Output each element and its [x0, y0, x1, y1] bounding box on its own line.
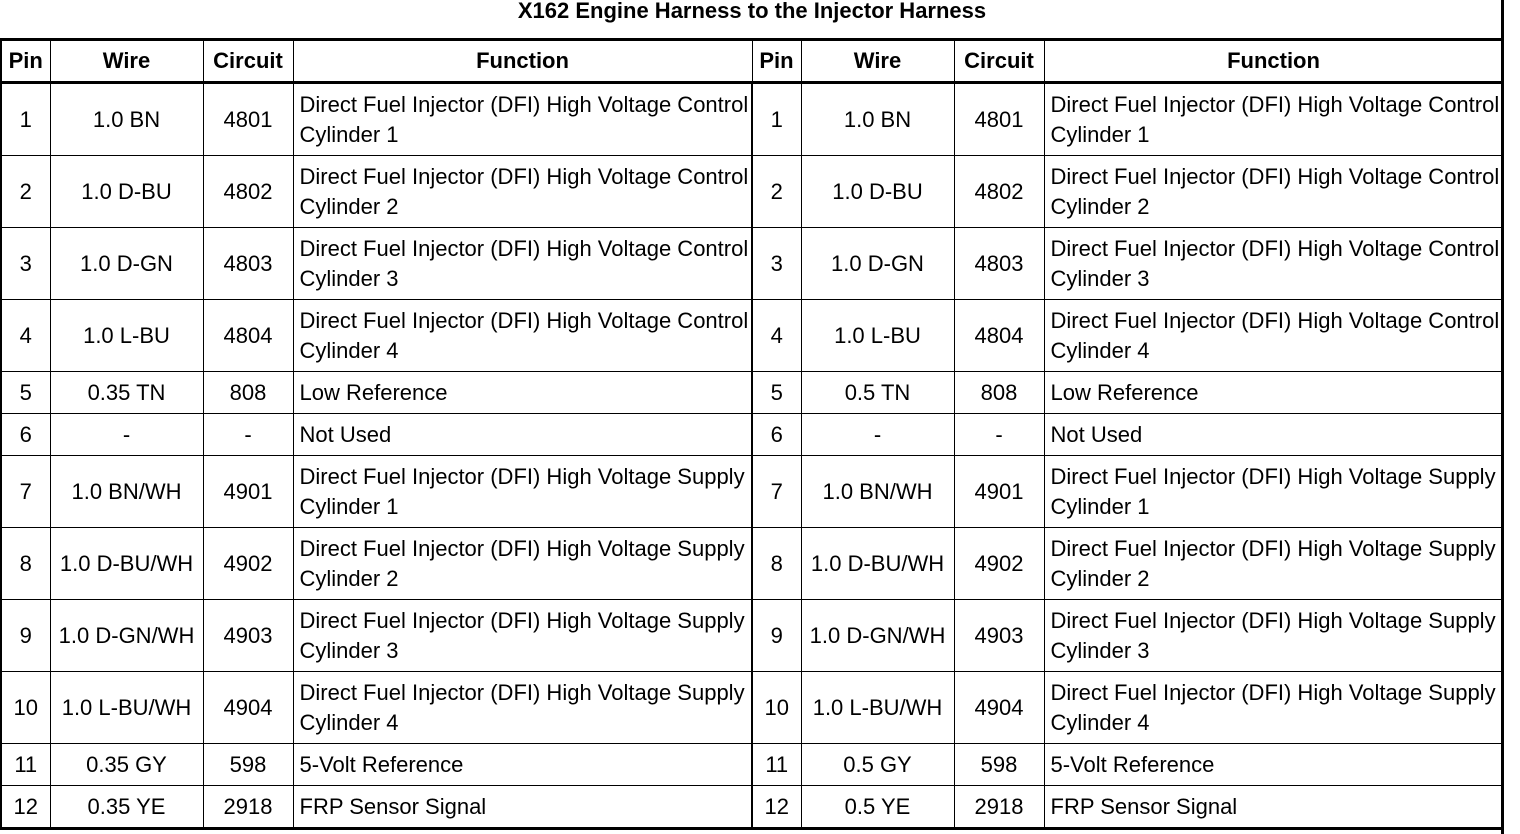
table-row	[1, 672, 1503, 744]
function-cell: Direct Fuel Injector (DFI) High Voltage Supply Cylinder 4	[1044, 672, 1503, 744]
wire-cell: 1.0 BN	[801, 83, 954, 156]
pin-cell: 12	[752, 786, 801, 829]
function-cell: FRP Sensor Signal	[293, 786, 752, 829]
function-cell: FRP Sensor Signal	[1044, 786, 1503, 829]
pin-cell: 7	[1, 456, 50, 528]
pin-cell: 2	[1, 156, 50, 228]
circuit-cell: 4901	[203, 456, 293, 528]
circuit-cell: 4903	[203, 600, 293, 672]
pin-cell: 11	[1, 744, 50, 786]
pin-cell: 10	[752, 672, 801, 744]
circuit-cell: 4902	[954, 528, 1044, 600]
table-row	[1, 456, 1503, 528]
header-function: Function	[1044, 40, 1503, 83]
function-cell: Direct Fuel Injector (DFI) High Voltage Control Cylinder 4	[1044, 300, 1503, 372]
pin-cell: 7	[752, 456, 801, 528]
wire-cell: 0.5 GY	[801, 744, 954, 786]
pin-cell: 8	[752, 528, 801, 600]
wire-cell: 0.35 GY	[50, 744, 203, 786]
table-row	[1, 156, 1503, 228]
pin-cell: 4	[752, 300, 801, 372]
wire-cell: 0.5 YE	[801, 786, 954, 829]
circuit-cell: 808	[954, 372, 1044, 414]
pin-cell: 9	[1, 600, 50, 672]
pin-cell: 2	[752, 156, 801, 228]
pin-cell: 3	[1, 228, 50, 300]
circuit-cell: 2918	[954, 786, 1044, 829]
function-cell: Not Used	[1044, 414, 1503, 456]
pin-cell: 5	[1, 372, 50, 414]
circuit-cell: 4803	[954, 228, 1044, 300]
wire-cell: 1.0 D-BU	[801, 156, 954, 228]
function-cell: Direct Fuel Injector (DFI) High Voltage Control Cylinder 3	[293, 228, 752, 300]
circuit-cell: 808	[203, 372, 293, 414]
pin-cell: 1	[1, 83, 50, 156]
wire-cell: 0.5 TN	[801, 372, 954, 414]
pinout-table	[0, 38, 1504, 830]
pin-cell: 6	[1, 414, 50, 456]
wire-cell: 1.0 D-GN	[801, 228, 954, 300]
table-row	[1, 744, 1503, 786]
table-row	[1, 228, 1503, 300]
wire-cell: 1.0 L-BU/WH	[801, 672, 954, 744]
function-cell: Direct Fuel Injector (DFI) High Voltage Control Cylinder 2	[1044, 156, 1503, 228]
wire-cell: -	[50, 414, 203, 456]
function-cell: Direct Fuel Injector (DFI) High Voltage Supply Cylinder 2	[1044, 528, 1503, 600]
header-wire: Wire	[50, 40, 203, 83]
wire-cell: 1.0 BN	[50, 83, 203, 156]
circuit-cell: 4904	[203, 672, 293, 744]
header-circuit: Circuit	[203, 40, 293, 83]
header-circuit: Circuit	[954, 40, 1044, 83]
circuit-cell: 598	[954, 744, 1044, 786]
function-cell: Direct Fuel Injector (DFI) High Voltage Supply Cylinder 3	[1044, 600, 1503, 672]
function-cell: Direct Fuel Injector (DFI) High Voltage Control Cylinder 4	[293, 300, 752, 372]
circuit-cell: 4802	[203, 156, 293, 228]
function-cell: Direct Fuel Injector (DFI) High Voltage Supply Cylinder 1	[293, 456, 752, 528]
circuit-cell: 4904	[954, 672, 1044, 744]
circuit-cell: 4901	[954, 456, 1044, 528]
function-cell: Direct Fuel Injector (DFI) High Voltage Control Cylinder 3	[1044, 228, 1503, 300]
wire-cell: 1.0 D-BU/WH	[801, 528, 954, 600]
pin-cell: 1	[752, 83, 801, 156]
wire-cell: 1.0 D-GN/WH	[801, 600, 954, 672]
circuit-cell: -	[954, 414, 1044, 456]
pin-cell: 10	[1, 672, 50, 744]
pin-cell: 6	[752, 414, 801, 456]
wire-cell: 1.0 D-BU/WH	[50, 528, 203, 600]
circuit-cell: 4802	[954, 156, 1044, 228]
circuit-cell: 4804	[203, 300, 293, 372]
wire-cell: -	[801, 414, 954, 456]
circuit-cell: 4903	[954, 600, 1044, 672]
function-cell: 5-Volt Reference	[1044, 744, 1503, 786]
wire-cell: 1.0 D-GN	[50, 228, 203, 300]
page-title: X162 Engine Harness to the Injector Harness	[517, 0, 987, 23]
wire-cell: 1.0 L-BU	[801, 300, 954, 372]
table-body	[1, 83, 1503, 829]
wire-cell: 0.35 TN	[50, 372, 203, 414]
wire-cell: 1.0 L-BU	[50, 300, 203, 372]
circuit-cell: 598	[203, 744, 293, 786]
header-function: Function	[293, 40, 752, 83]
table-row	[1, 300, 1503, 372]
circuit-cell: 4803	[203, 228, 293, 300]
header-pin: Pin	[752, 40, 801, 83]
pin-cell: 3	[752, 228, 801, 300]
pin-cell: 9	[752, 600, 801, 672]
table-row	[1, 83, 1503, 156]
wire-cell: 1.0 D-BU	[50, 156, 203, 228]
table-row	[1, 600, 1503, 672]
wire-cell: 1.0 L-BU/WH	[50, 672, 203, 744]
table-header-row	[1, 40, 1503, 83]
function-cell: Not Used	[293, 414, 752, 456]
pin-cell: 8	[1, 528, 50, 600]
function-cell: Low Reference	[293, 372, 752, 414]
table-row	[1, 372, 1503, 414]
function-cell: Direct Fuel Injector (DFI) High Voltage Control Cylinder 1	[293, 83, 752, 156]
circuit-cell: 4801	[954, 83, 1044, 156]
pin-cell: 5	[752, 372, 801, 414]
circuit-cell: 2918	[203, 786, 293, 829]
header-wire: Wire	[801, 40, 954, 83]
function-cell: Low Reference	[1044, 372, 1503, 414]
pin-cell: 11	[752, 744, 801, 786]
table-row	[1, 414, 1503, 456]
table-row	[1, 528, 1503, 600]
function-cell: Direct Fuel Injector (DFI) High Voltage Supply Cylinder 2	[293, 528, 752, 600]
circuit-cell: 4902	[203, 528, 293, 600]
pin-cell: 12	[1, 786, 50, 829]
function-cell: Direct Fuel Injector (DFI) High Voltage Supply Cylinder 4	[293, 672, 752, 744]
function-cell: 5-Volt Reference	[293, 744, 752, 786]
table-row	[1, 786, 1503, 829]
function-cell: Direct Fuel Injector (DFI) High Voltage Supply Cylinder 3	[293, 600, 752, 672]
wire-cell: 1.0 D-GN/WH	[50, 600, 203, 672]
wire-cell: 1.0 BN/WH	[801, 456, 954, 528]
function-cell: Direct Fuel Injector (DFI) High Voltage Supply Cylinder 1	[1044, 456, 1503, 528]
pin-cell: 4	[1, 300, 50, 372]
function-cell: Direct Fuel Injector (DFI) High Voltage Control Cylinder 2	[293, 156, 752, 228]
wire-cell: 1.0 BN/WH	[50, 456, 203, 528]
circuit-cell: 4801	[203, 83, 293, 156]
circuit-cell: -	[203, 414, 293, 456]
wire-cell: 0.35 YE	[50, 786, 203, 829]
function-cell: Direct Fuel Injector (DFI) High Voltage Control Cylinder 1	[1044, 83, 1503, 156]
header-pin: Pin	[1, 40, 50, 83]
circuit-cell: 4804	[954, 300, 1044, 372]
